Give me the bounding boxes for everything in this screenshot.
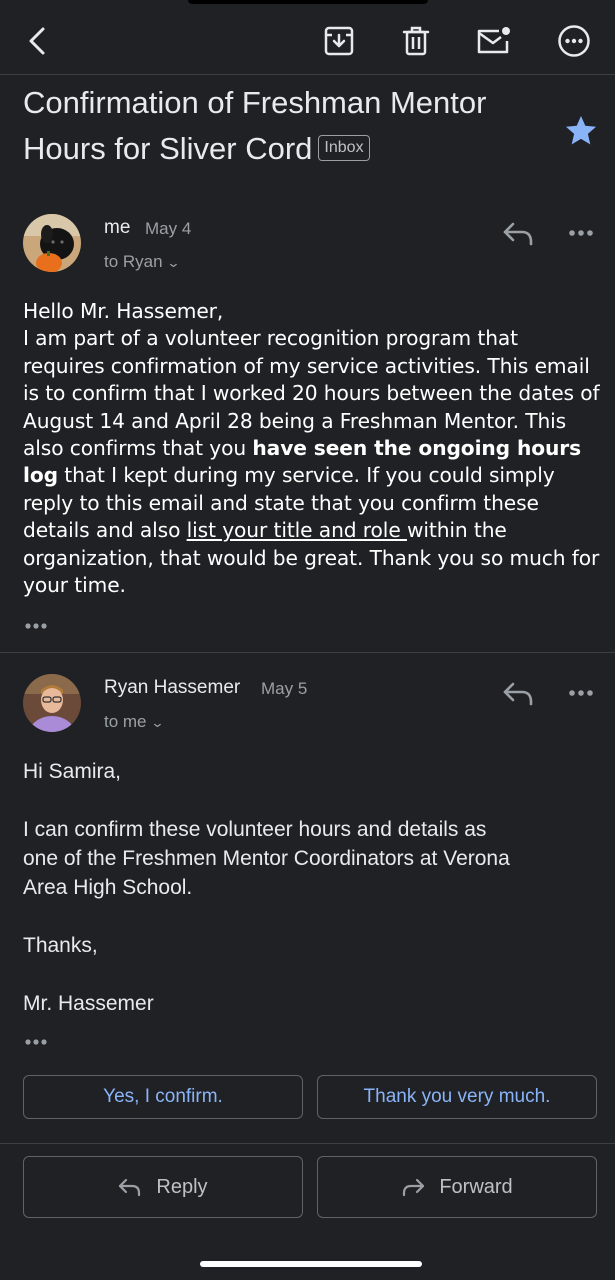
reply-label: Reply xyxy=(156,1175,208,1198)
email-subject xyxy=(23,80,553,172)
message-date: May 5 xyxy=(261,679,308,698)
body-line: Mr. Hassemer xyxy=(23,992,154,1015)
body-paragraph xyxy=(23,325,603,599)
body-text: that I kept during my service. If you could simply reply to this email and state that you confirm these details and also xyxy=(23,463,555,543)
subject-title: Confirmation of Freshman Mentor Hours for Sliver Cord xyxy=(23,85,487,166)
message-body xyxy=(23,298,603,599)
reply-icon xyxy=(118,1177,142,1197)
recipient-toggle[interactable] xyxy=(104,252,179,272)
home-indicator[interactable] xyxy=(200,1261,422,1267)
body-line: Thanks, xyxy=(23,934,98,957)
message-more-icon[interactable] xyxy=(567,223,597,243)
smart-reply-button[interactable]: Thank you very much. xyxy=(317,1075,597,1119)
back-arrow-icon[interactable] xyxy=(18,22,56,60)
sender-name: Ryan Hassemer xyxy=(104,677,241,698)
star-icon[interactable] xyxy=(564,114,598,148)
body-line: Hi Samira, xyxy=(23,760,122,783)
reply-button[interactable] xyxy=(23,1156,303,1218)
body-text: I am part of a volunteer recognition program that requires confirmation of my service activities. This email is to confirm that I worked 20 hours between the dates of August 14 and April 28 being a Freshman Mentor. This also confirms that you xyxy=(23,326,600,461)
recipient-toggle[interactable] xyxy=(104,712,165,732)
bold-text: have seen the ongoing hours log xyxy=(23,436,582,488)
more-circle-icon[interactable] xyxy=(555,22,593,60)
avatar-ryan[interactable] xyxy=(23,674,81,732)
underlined-text: list your title and role xyxy=(186,518,407,543)
recipient-text: to Ryan xyxy=(104,252,163,271)
sender-name: me xyxy=(104,217,131,238)
show-trimmed-content-icon[interactable] xyxy=(23,1037,53,1047)
inbox-label-chip[interactable]: Inbox xyxy=(318,135,369,161)
smart-reply-button[interactable]: Yes, I confirm. xyxy=(23,1075,303,1119)
body-text: within the organization, that would be great. Thank you so much for your time. xyxy=(23,518,600,598)
recipient-text: to me xyxy=(104,712,147,731)
body-line: I can confirm these volunteer hours and details as xyxy=(23,818,487,841)
reply-icon[interactable] xyxy=(502,220,536,248)
trash-icon[interactable] xyxy=(397,22,435,60)
message-date: May 4 xyxy=(145,219,192,238)
chevron-down-icon: ⌄ xyxy=(149,715,165,730)
body-line: one of the Freshmen Mentor Coordinators at Verona xyxy=(23,847,510,870)
greeting: Hello Mr. Hassemer, xyxy=(23,299,224,323)
forward-icon xyxy=(401,1177,425,1197)
reply-icon[interactable] xyxy=(502,680,536,708)
chevron-down-icon: ⌄ xyxy=(165,255,181,270)
avatar-me[interactable] xyxy=(23,214,81,272)
forward-label: Forward xyxy=(439,1175,513,1198)
forward-button[interactable] xyxy=(317,1156,597,1218)
archive-icon[interactable] xyxy=(320,22,358,60)
top-toolbar xyxy=(0,0,615,75)
body-line: Area High School. xyxy=(23,876,193,899)
message-divider xyxy=(0,652,615,653)
show-trimmed-content-icon[interactable] xyxy=(23,621,53,631)
mail-unread-icon[interactable] xyxy=(474,22,512,60)
actions-divider xyxy=(0,1143,615,1144)
message-more-icon[interactable] xyxy=(567,683,597,703)
